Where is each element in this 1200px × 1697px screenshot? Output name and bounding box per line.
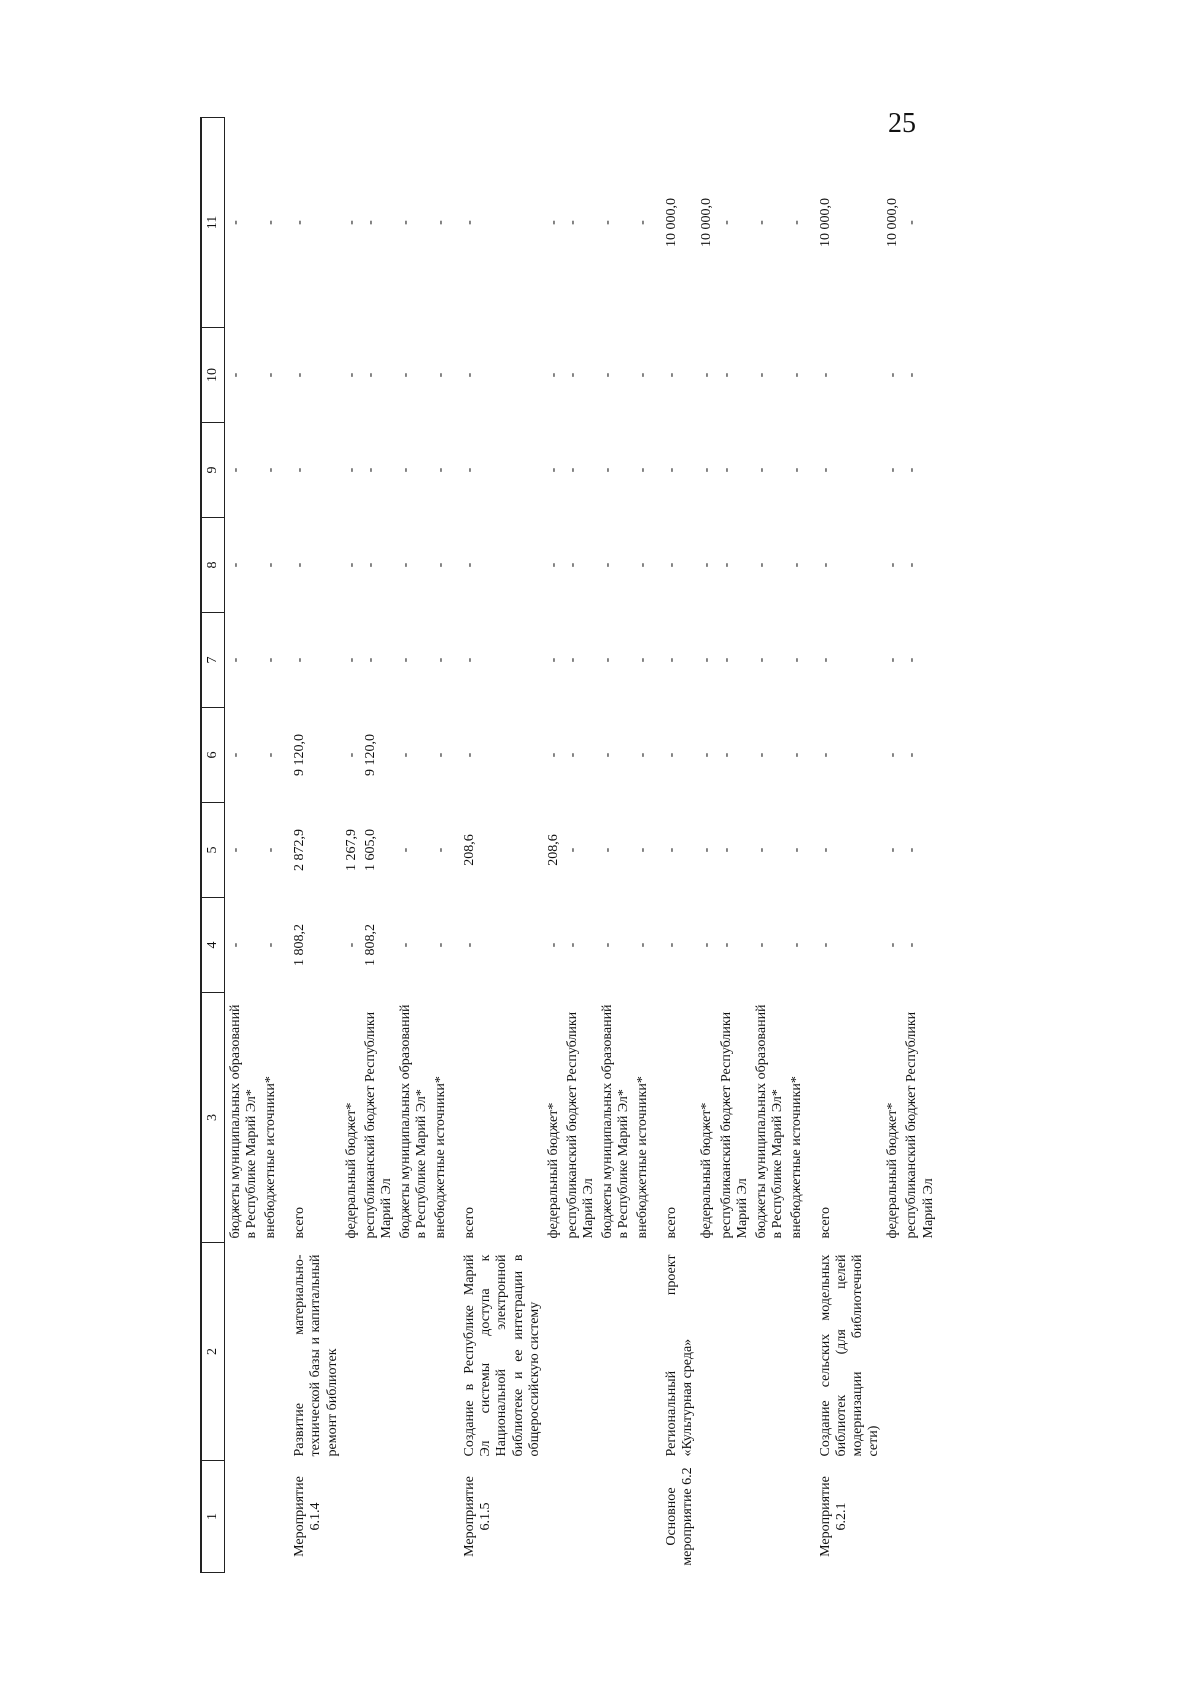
table-cell: республиканский бюджет Республики Марий Эл bbox=[362, 1011, 394, 1239]
table-cell: - bbox=[718, 467, 734, 473]
table-cell: 10 000,0 bbox=[885, 198, 901, 247]
column-header: 9 bbox=[201, 423, 225, 518]
table-cell bbox=[225, 1243, 261, 1461]
table-cell: - bbox=[228, 372, 244, 378]
table-cell: Создание в Республике Марий Эл системы доступа к Национальной электронной библиотеке и ее интеграции в общероссийскую систему bbox=[462, 1254, 542, 1457]
table-cell: - bbox=[564, 942, 580, 948]
table-body bbox=[225, 118, 937, 1573]
table-cell: Основное мероприятие 6.2 bbox=[664, 1467, 696, 1566]
table-cell: - bbox=[788, 220, 804, 225]
table-cell: - bbox=[664, 752, 680, 758]
table-row bbox=[810, 118, 882, 1573]
table-cell: республиканский бюджет Республики Марий Эл bbox=[904, 1011, 936, 1239]
table-cell: - bbox=[564, 657, 580, 663]
table-cell: 1 605,0 bbox=[362, 829, 378, 871]
rotated-table-container bbox=[200, 118, 982, 1573]
table-cell bbox=[395, 1461, 430, 1573]
table-row bbox=[901, 118, 936, 1573]
table-cell: - bbox=[904, 657, 920, 663]
table-cell bbox=[696, 1243, 715, 1461]
table-cell: бюджеты муниципальных образований в Республике Марий Эл* bbox=[397, 1004, 430, 1239]
table-cell: - bbox=[718, 942, 734, 948]
table-cell: - bbox=[718, 562, 734, 568]
table-cell bbox=[341, 1461, 360, 1573]
table-cell: - bbox=[599, 220, 615, 225]
table-cell: - bbox=[343, 942, 359, 948]
table-cell bbox=[882, 1243, 901, 1461]
table-cell: 208,6 bbox=[462, 834, 478, 866]
table-cell bbox=[430, 1461, 454, 1573]
table-cell: - bbox=[343, 372, 359, 378]
table-cell: - bbox=[818, 467, 833, 473]
table-cell bbox=[360, 1461, 395, 1573]
table-cell bbox=[716, 1461, 751, 1573]
table-cell: - bbox=[564, 847, 580, 853]
table-cell: - bbox=[263, 372, 279, 378]
table-cell: - bbox=[753, 752, 769, 758]
table-cell: - bbox=[635, 220, 651, 225]
column-header: 10 bbox=[201, 328, 225, 423]
table-cell: - bbox=[362, 467, 378, 473]
table-cell: - bbox=[545, 942, 561, 948]
table-cell bbox=[751, 1461, 786, 1573]
table-cell: - bbox=[228, 942, 244, 948]
table-cell: - bbox=[664, 942, 680, 948]
table-cell: - bbox=[635, 467, 651, 473]
table-cell: 208,6 bbox=[545, 834, 561, 866]
table-cell: - bbox=[718, 220, 734, 225]
table-row bbox=[696, 118, 715, 1573]
table-cell: - bbox=[753, 847, 769, 853]
table-cell bbox=[786, 1243, 810, 1461]
table-cell: федеральный бюджет* bbox=[343, 1102, 359, 1239]
table-cell: - bbox=[599, 467, 615, 473]
table-cell: - bbox=[904, 562, 920, 568]
table-cell: - bbox=[263, 752, 279, 758]
table-cell: - bbox=[545, 752, 561, 758]
table-row bbox=[562, 118, 597, 1573]
table-cell: - bbox=[397, 752, 413, 758]
table-cell bbox=[632, 1243, 656, 1461]
table-cell: - bbox=[818, 847, 833, 853]
page-number: 25 bbox=[888, 108, 916, 139]
table-cell: Развитие материально-технической базы и капитальный ремонт библиотек bbox=[292, 1254, 340, 1457]
table-cell: - bbox=[433, 847, 449, 853]
table-cell bbox=[901, 1461, 936, 1573]
table-cell: - bbox=[545, 372, 561, 378]
table-cell: - bbox=[818, 752, 833, 758]
table-cell: - bbox=[699, 657, 715, 663]
table-cell: - bbox=[599, 752, 615, 758]
table-cell: - bbox=[397, 942, 413, 948]
table-cell: - bbox=[263, 467, 279, 473]
table-cell: - bbox=[564, 562, 580, 568]
column-header: 4 bbox=[201, 898, 225, 993]
table-cell: - bbox=[362, 562, 378, 568]
table-cell: - bbox=[462, 752, 478, 758]
table-cell: - bbox=[635, 372, 651, 378]
table-cell: - bbox=[664, 657, 680, 663]
table-cell: - bbox=[788, 372, 804, 378]
table-row bbox=[360, 118, 395, 1573]
table-cell: - bbox=[362, 372, 378, 378]
table-cell: - bbox=[699, 752, 715, 758]
table-cell: - bbox=[664, 847, 680, 853]
table-cell: - bbox=[462, 372, 478, 378]
table-cell: 2 872,9 bbox=[292, 829, 308, 871]
table-cell: - bbox=[885, 847, 901, 853]
table-cell: - bbox=[885, 942, 901, 948]
table-cell bbox=[260, 1243, 284, 1461]
table-cell: - bbox=[904, 752, 920, 758]
table-cell bbox=[597, 1243, 632, 1461]
table-cell: - bbox=[292, 220, 308, 225]
table-cell: - bbox=[397, 847, 413, 853]
table-row bbox=[395, 118, 430, 1573]
table-cell: - bbox=[433, 942, 449, 948]
table-cell: - bbox=[664, 467, 680, 473]
table-row bbox=[786, 118, 810, 1573]
table-cell: - bbox=[635, 752, 651, 758]
table-cell: - bbox=[545, 562, 561, 568]
table-cell bbox=[341, 1243, 360, 1461]
table-cell: - bbox=[904, 847, 920, 853]
table-cell: - bbox=[433, 752, 449, 758]
table-cell: федеральный бюджет* bbox=[885, 1102, 901, 1239]
table-cell: Мероприятие 6.1.4 bbox=[292, 1476, 324, 1557]
table-cell: - bbox=[292, 467, 308, 473]
table-cell: - bbox=[343, 467, 359, 473]
funding-table bbox=[200, 117, 937, 1573]
table-cell: - bbox=[343, 752, 359, 758]
table-cell: - bbox=[904, 220, 920, 225]
table-cell: 1 808,2 bbox=[362, 924, 378, 966]
table-cell: - bbox=[635, 657, 651, 663]
table-cell: всего bbox=[664, 1206, 680, 1239]
table-cell: - bbox=[545, 467, 561, 473]
table-cell: - bbox=[753, 942, 769, 948]
table-cell: - bbox=[753, 657, 769, 663]
table-cell: Мероприятие 6.1.5 bbox=[462, 1476, 494, 1557]
table-cell: - bbox=[397, 372, 413, 378]
table-cell: - bbox=[788, 942, 804, 948]
table-cell: - bbox=[228, 562, 244, 568]
table-cell: - bbox=[433, 467, 449, 473]
table-cell: - bbox=[753, 562, 769, 568]
table-cell: федеральный бюджет* bbox=[699, 1102, 715, 1239]
table-cell: - bbox=[462, 942, 478, 948]
column-header: 8 bbox=[201, 518, 225, 613]
table-cell: - bbox=[228, 220, 244, 225]
table-cell: - bbox=[292, 562, 308, 568]
table-cell: - bbox=[292, 657, 308, 663]
table-cell: - bbox=[263, 220, 279, 225]
table-cell: бюджеты муниципальных образований в Республике Марий Эл* bbox=[228, 1004, 260, 1239]
table-cell bbox=[543, 1461, 562, 1573]
table-cell: - bbox=[433, 562, 449, 568]
table-cell: - bbox=[699, 467, 715, 473]
column-header: 1 bbox=[201, 1461, 225, 1573]
column-header: 7 bbox=[201, 613, 225, 708]
table-cell: 9 120,0 bbox=[292, 734, 308, 776]
table-cell: - bbox=[362, 220, 378, 225]
table-cell: - bbox=[718, 372, 734, 378]
table-row bbox=[284, 118, 340, 1573]
table-cell: - bbox=[343, 657, 359, 663]
table-cell: - bbox=[545, 657, 561, 663]
table-cell: - bbox=[818, 372, 833, 378]
table-cell: 9 120,0 bbox=[362, 734, 378, 776]
table-cell: - bbox=[462, 657, 478, 663]
table-cell: - bbox=[433, 220, 449, 225]
column-header: 11 bbox=[201, 118, 225, 328]
table-cell: - bbox=[263, 562, 279, 568]
table-cell: республиканский бюджет Республики Марий Эл bbox=[564, 1011, 596, 1239]
table-header bbox=[201, 118, 225, 1573]
table-cell: - bbox=[699, 562, 715, 568]
table-cell: - bbox=[343, 220, 359, 225]
table-cell: - bbox=[362, 657, 378, 663]
table-row bbox=[656, 118, 696, 1573]
table-cell: - bbox=[699, 942, 715, 948]
table-cell: - bbox=[788, 847, 804, 853]
table-cell: Создание сельских модельных библиотек (для целей модернизации библиотечной сети) bbox=[818, 1254, 882, 1457]
table-cell: республиканский бюджет Республики Марий Эл bbox=[718, 1011, 750, 1239]
table-cell: - bbox=[263, 657, 279, 663]
table-cell bbox=[882, 1461, 901, 1573]
table-row bbox=[454, 118, 542, 1573]
table-cell: - bbox=[564, 220, 580, 225]
table-cell: Мероприятие 6.2.1 bbox=[818, 1476, 850, 1557]
table-cell: - bbox=[263, 942, 279, 948]
table-cell: внебюджетные источники* bbox=[635, 1076, 651, 1239]
table-cell: - bbox=[885, 562, 901, 568]
table-cell: - bbox=[718, 752, 734, 758]
table-cell: - bbox=[885, 752, 901, 758]
table-row bbox=[260, 118, 284, 1573]
table-cell: - bbox=[885, 372, 901, 378]
table-cell: - bbox=[788, 657, 804, 663]
table-cell: 10 000,0 bbox=[818, 198, 833, 247]
column-header: 2 bbox=[201, 1243, 225, 1461]
table-row bbox=[882, 118, 901, 1573]
table-cell: - bbox=[462, 562, 478, 568]
table-cell: - bbox=[462, 467, 478, 473]
table-cell: - bbox=[718, 657, 734, 663]
table-cell: - bbox=[599, 847, 615, 853]
table-cell: бюджеты муниципальных образований в Республике Марий Эл* bbox=[599, 1004, 632, 1239]
table-cell: - bbox=[818, 562, 833, 568]
table-cell bbox=[260, 1461, 284, 1573]
table-cell bbox=[360, 1243, 395, 1461]
table-cell: 1 267,9 bbox=[343, 829, 359, 871]
table-row bbox=[716, 118, 751, 1573]
table-cell bbox=[543, 1243, 562, 1461]
table-cell bbox=[901, 1243, 936, 1461]
table-cell: - bbox=[635, 847, 651, 853]
table-cell: - bbox=[699, 847, 715, 853]
table-cell: 10 000,0 bbox=[664, 198, 680, 247]
table-cell: - bbox=[753, 467, 769, 473]
table-cell bbox=[632, 1461, 656, 1573]
table-cell: - bbox=[599, 942, 615, 948]
table-cell: Региональный проект «Культурная среда» bbox=[664, 1254, 696, 1457]
table-cell: - bbox=[753, 372, 769, 378]
table-row bbox=[341, 118, 360, 1573]
table-row bbox=[543, 118, 562, 1573]
table-cell: внебюджетные источники* bbox=[433, 1076, 449, 1239]
table-cell: 10 000,0 bbox=[699, 198, 715, 247]
table-cell bbox=[430, 1243, 454, 1461]
table-cell: - bbox=[228, 847, 244, 853]
table-cell: - bbox=[433, 372, 449, 378]
table-cell bbox=[562, 1461, 597, 1573]
table-cell bbox=[225, 1461, 261, 1573]
table-cell: - bbox=[904, 372, 920, 378]
table-cell: - bbox=[788, 467, 804, 473]
table-row bbox=[430, 118, 454, 1573]
table-cell: всего bbox=[818, 1206, 833, 1239]
table-cell: - bbox=[263, 847, 279, 853]
table-cell: - bbox=[228, 752, 244, 758]
table-cell: 1 808,2 bbox=[292, 924, 308, 966]
table-cell: - bbox=[885, 657, 901, 663]
table-cell bbox=[786, 1461, 810, 1573]
table-cell bbox=[395, 1243, 430, 1461]
table-cell: - bbox=[564, 372, 580, 378]
table-cell: - bbox=[753, 220, 769, 225]
column-header: 6 bbox=[201, 708, 225, 803]
table-cell: - bbox=[788, 562, 804, 568]
table-cell: - bbox=[564, 752, 580, 758]
table-cell: - bbox=[292, 372, 308, 378]
table-cell: - bbox=[788, 752, 804, 758]
table-cell: - bbox=[228, 657, 244, 663]
table-cell: всего bbox=[292, 1206, 308, 1239]
table-cell: - bbox=[599, 562, 615, 568]
column-header: 3 bbox=[201, 993, 225, 1243]
table-cell: - bbox=[462, 220, 478, 225]
table-cell bbox=[562, 1243, 597, 1461]
table-cell: - bbox=[818, 942, 833, 948]
table-cell: - bbox=[397, 562, 413, 568]
table-cell: - bbox=[885, 467, 901, 473]
table-cell bbox=[751, 1243, 786, 1461]
table-cell: - bbox=[635, 942, 651, 948]
table-cell: - bbox=[599, 657, 615, 663]
table-cell: - bbox=[397, 467, 413, 473]
column-header: 5 bbox=[201, 803, 225, 898]
table-cell bbox=[696, 1461, 715, 1573]
table-cell bbox=[597, 1461, 632, 1573]
table-cell: - bbox=[818, 657, 833, 663]
table-cell: - bbox=[635, 562, 651, 568]
table-cell: - bbox=[433, 657, 449, 663]
table-cell bbox=[716, 1243, 751, 1461]
table-cell: - bbox=[228, 467, 244, 473]
table-cell: - bbox=[699, 372, 715, 378]
table-cell: - bbox=[397, 220, 413, 225]
table-cell: - bbox=[397, 657, 413, 663]
table-row bbox=[751, 118, 786, 1573]
table-cell: - bbox=[343, 562, 359, 568]
table-cell: - bbox=[564, 467, 580, 473]
table-row bbox=[632, 118, 656, 1573]
table-cell: - bbox=[904, 467, 920, 473]
table-cell: - bbox=[904, 942, 920, 948]
table-cell: внебюджетные источники* bbox=[263, 1076, 279, 1239]
table-cell: - bbox=[664, 372, 680, 378]
table-row bbox=[225, 118, 261, 1573]
table-cell: всего bbox=[462, 1206, 478, 1239]
table-row bbox=[597, 118, 632, 1573]
table-cell: - bbox=[718, 847, 734, 853]
table-cell: федеральный бюджет* bbox=[545, 1102, 561, 1239]
table-cell: - bbox=[545, 220, 561, 225]
table-cell: бюджеты муниципальных образований в Республике Марий Эл* bbox=[753, 1004, 785, 1239]
table-cell: - bbox=[664, 562, 680, 568]
table-cell: внебюджетные источники* bbox=[788, 1076, 804, 1239]
table-cell: - bbox=[599, 372, 615, 378]
